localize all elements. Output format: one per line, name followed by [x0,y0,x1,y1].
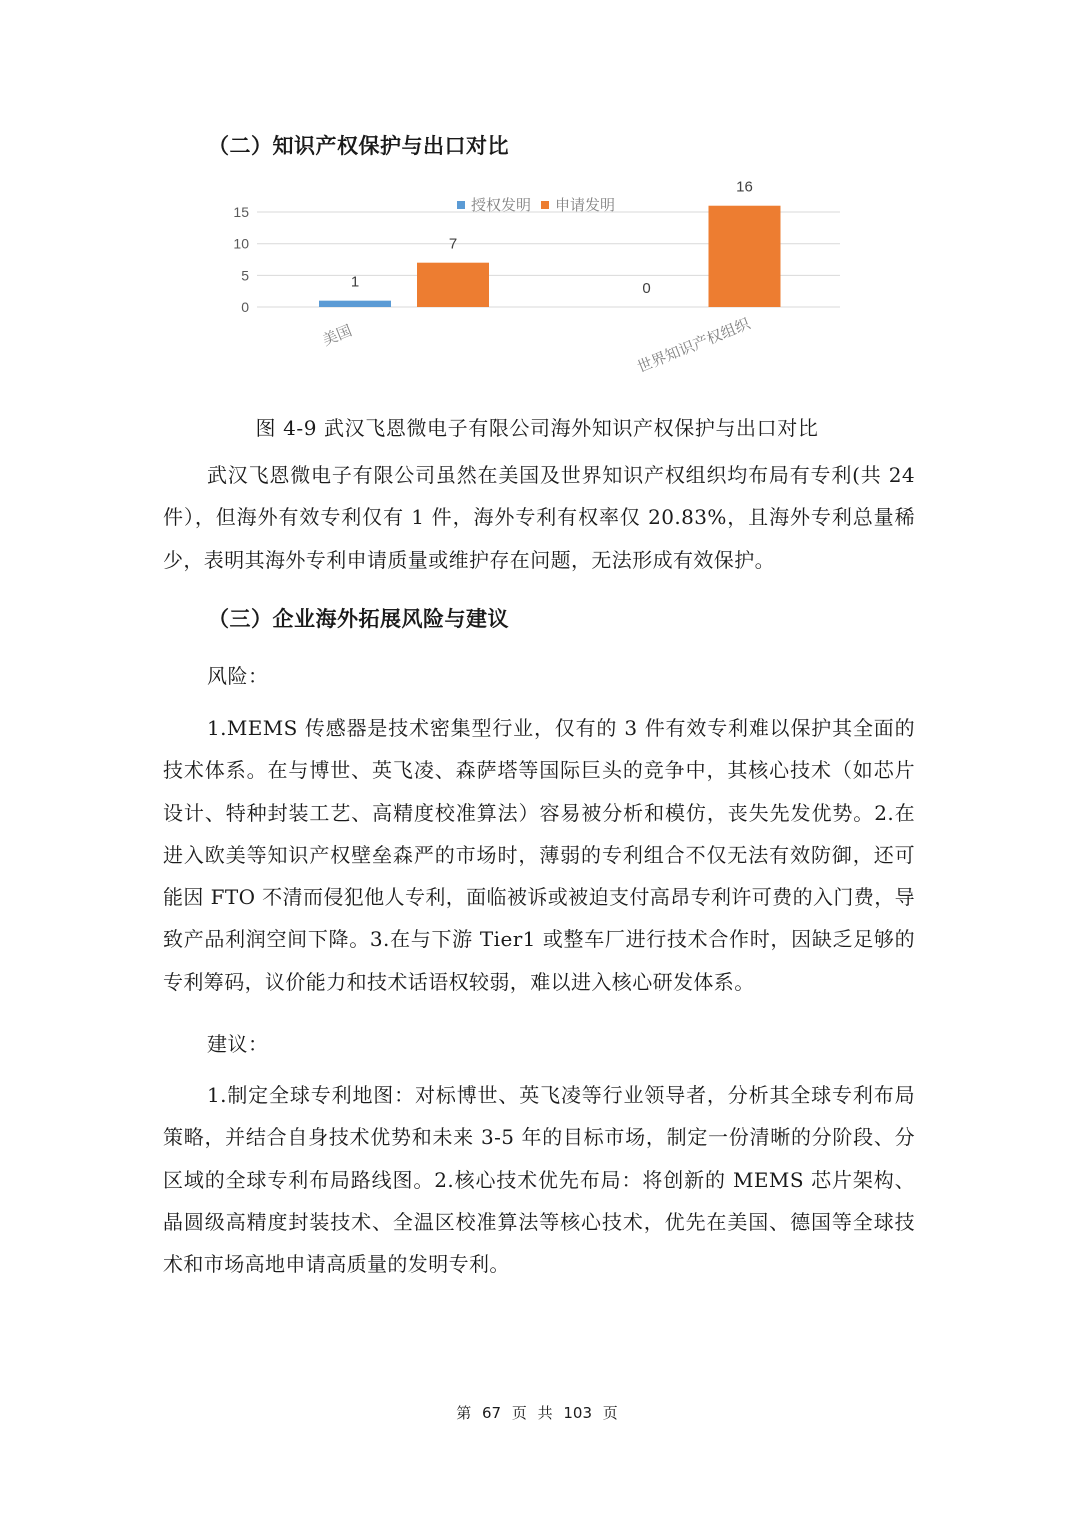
data-label: 16 [736,180,753,196]
data-label: 0 [642,280,650,297]
chart-y-tick-labels [233,204,249,315]
data-label: 1 [351,274,359,291]
chart-legend [457,196,615,214]
y-tick-label: 0 [241,299,249,315]
category-label: 美国 [320,322,354,349]
y-tick-label: 10 [233,236,249,252]
y-tick-label: 5 [241,267,249,283]
chart-data-labels [351,180,753,297]
bar-授权发明-美国 [319,301,391,307]
section-heading-ip-protection: （二）知识产权保护与出口对比 [208,130,509,160]
section-heading-risks-advice: （三）企业海外拓展风险与建议 [208,603,509,633]
legend-label: 申请发明 [555,196,615,214]
legend-swatch [457,201,465,209]
risk-label: 风险： [207,660,269,689]
advice-paragraph: 1.制定全球专利地图：对标博世、英飞凌等行业领导者，分析其全球专利布局策略，并结合自身技术优势和未来 3-5 年的目标市场，制定一份清晰的分阶段、分区域的全球专利布局路线图。2.核心技术优先布局：将创新的 MEMS 芯片架构、晶圆级高精度封装技术、全温区校准算法等核心技术，优先在美国、德国等全球技术和市场高地申请高质量的发明专利。 [163,1074,915,1285]
bar-申请发明-世界知识产权组织 [709,206,781,307]
data-label: 7 [449,236,457,253]
chart-category-labels [320,314,753,376]
paragraph-summary: 武汉飞恩微电子有限公司虽然在美国及世界知识产权组织均布局有专利(共 24 件），但海外有效专利仅有 1 件，海外专利有权率仅 20.83%，且海外专利总量稀少，表明其海外专利申请质量或维护存在问题，无法形成有效保护。 [163,454,915,581]
bar-申请发明-美国 [417,263,489,307]
legend-swatch [541,201,549,209]
category-label: 世界知识产权组织 [635,314,754,376]
bar-chart [205,180,845,385]
page-footer: 第 67 页 共 103 页 [0,1402,1074,1423]
figure-caption: 图 4-9 武汉飞恩微电子有限公司海外知识产权保护与出口对比 [0,412,1074,441]
legend-label: 授权发明 [471,196,531,214]
chart-bars [319,206,781,307]
risk-paragraph: 1.MEMS 传感器是技术密集型行业，仅有的 3 件有效专利难以保护其全面的技术体系。在与博世、英飞凌、森萨塔等国际巨头的竞争中，其核心技术（如芯片设计、特种封装工艺、高精度校准算法）容易被分析和模仿，丧失先发优势。2.在进入欧美等知识产权壁垒森严的市场时，薄弱的专利组合不仅无法有效防御，还可能因 FTO 不清而侵犯他人专利，面临被诉或被迫支付高昂专利许可费的入门费，导致产品利润空间下降。3.在与下游 Tier1 或整车厂进行技术合作时，因缺乏足够的专利筹码，议价能力和技术话语权较弱，难以进入核心研发体系。 [163,707,915,1003]
y-tick-label: 15 [233,204,249,220]
advice-label: 建议： [207,1028,269,1057]
